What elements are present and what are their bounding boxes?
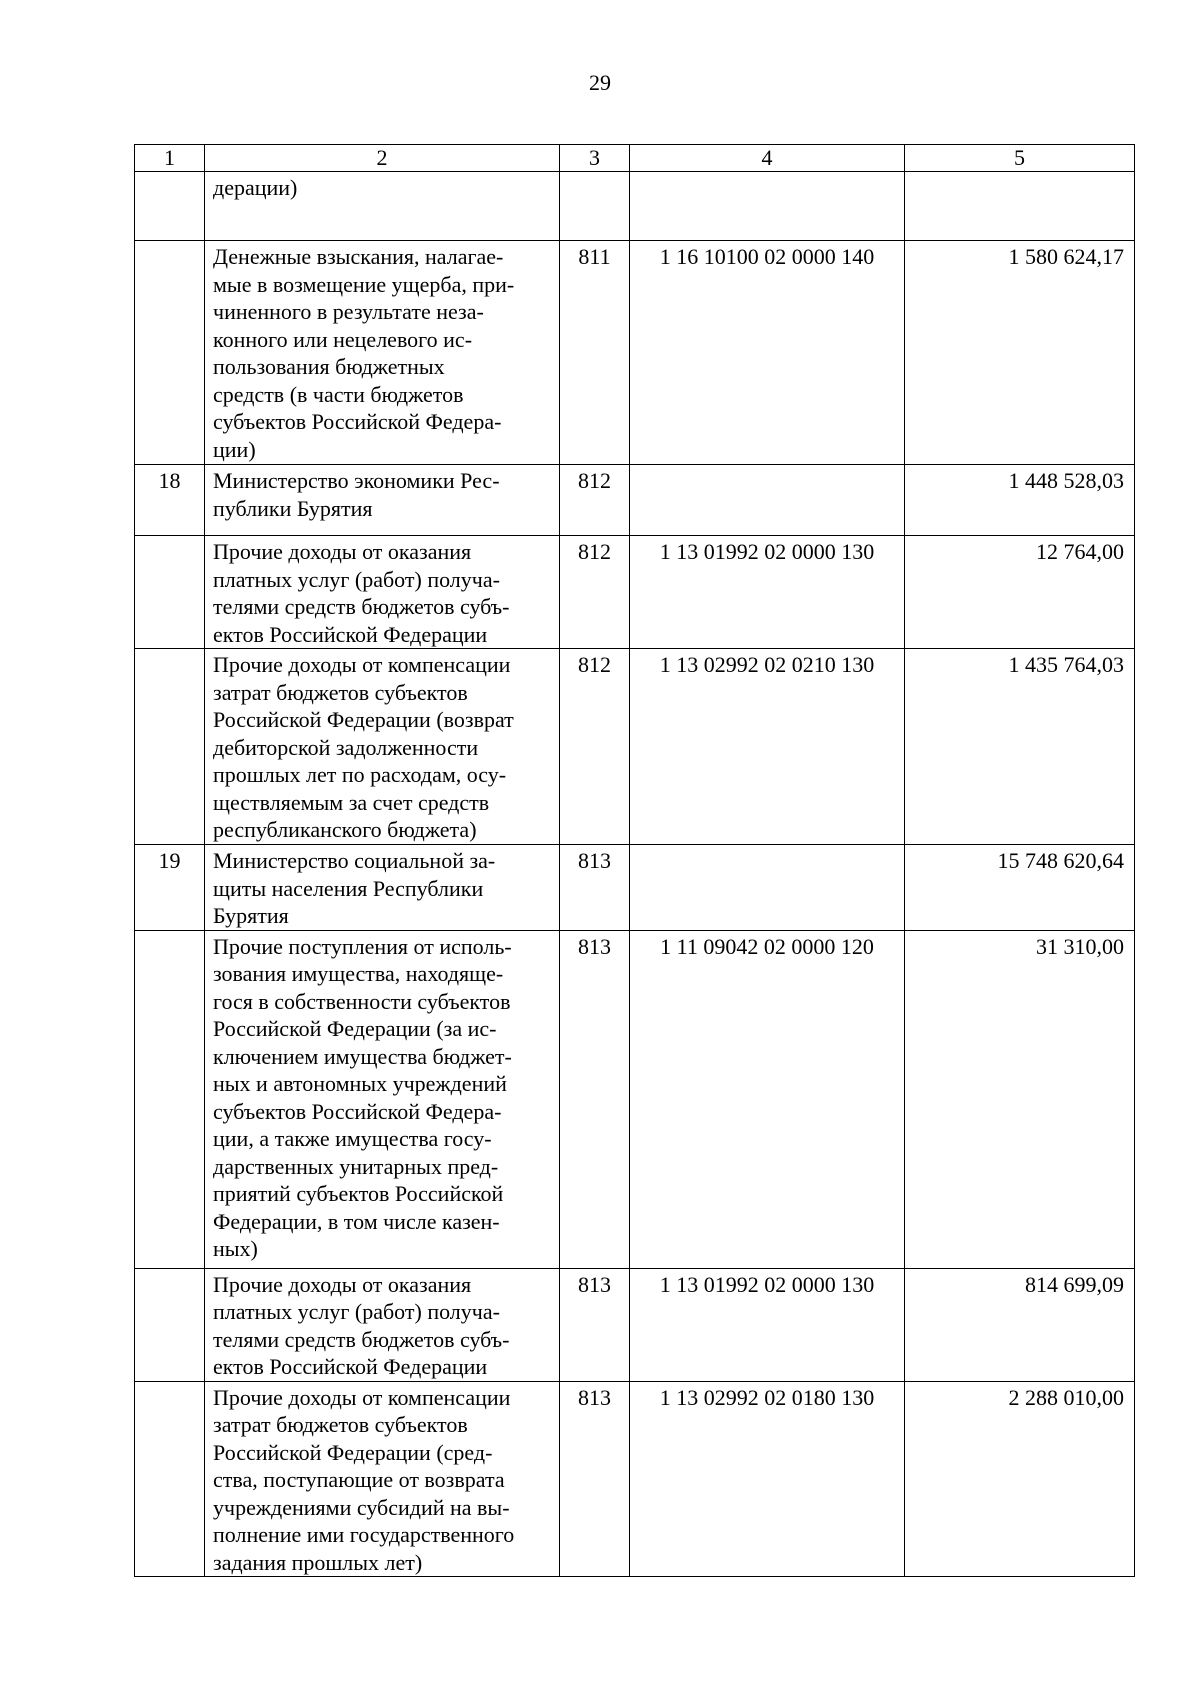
header-cell-1: 1 <box>135 145 205 172</box>
row-number-cell <box>135 649 205 845</box>
row-name-cell: дерации) <box>205 172 560 241</box>
row-number-cell <box>135 1381 205 1577</box>
revenue-table <box>134 144 1135 1577</box>
row-name-cell: Денежные взыскания, налагае- мые в возмещение ущерба, при- чиненного в результате неза- конного или нецелевого ис- пользования бюджетных средств (в части бюджетов субъектов Российской Федера- ции) <box>205 241 560 465</box>
row-name-cell: Министерство экономики Рес- публики Бурятия <box>205 465 560 536</box>
row-admin-code-cell: 812 <box>560 465 630 536</box>
row-amount-cell: 31 310,00 <box>905 930 1135 1268</box>
row-budget-code-cell: 1 13 02992 02 0180 130 <box>630 1381 905 1577</box>
row-number-cell <box>135 930 205 1268</box>
row-admin-code-cell <box>560 172 630 241</box>
row-budget-code-cell: 1 16 10100 02 0000 140 <box>630 241 905 465</box>
table-row <box>135 465 1135 536</box>
row-budget-code-cell <box>630 845 905 931</box>
header-cell-5: 5 <box>905 145 1135 172</box>
row-amount-cell: 814 699,09 <box>905 1268 1135 1381</box>
row-admin-code-cell: 812 <box>560 649 630 845</box>
row-amount-cell: 12 764,00 <box>905 536 1135 649</box>
page-number: 29 <box>589 70 611 95</box>
row-name-cell: Прочие доходы от компенсации затрат бюджетов субъектов Российской Федерации (возврат дебиторской задолженности прошлых лет по расходам, осу- ществляемым за счет средств республиканского бюджета) <box>205 649 560 845</box>
row-number-cell: 18 <box>135 465 205 536</box>
table-row <box>135 649 1135 845</box>
row-amount-cell: 15 748 620,64 <box>905 845 1135 931</box>
row-admin-code-cell: 812 <box>560 536 630 649</box>
row-amount-cell: 1 435 764,03 <box>905 649 1135 845</box>
row-name-cell: Прочие поступления от исполь- зования имущества, находяще- гося в собственности субъектов Российской Федерации (за ис- ключением имущества бюджет- ных и автономных учреждений субъектов Российской Федера- ции, а также имущества госу- дарственных унитарных пред- приятий субъектов Российской Федерации, в том числе казен- ных) <box>205 930 560 1268</box>
row-budget-code-cell: 1 11 09042 02 0000 120 <box>630 930 905 1268</box>
row-admin-code-cell: 813 <box>560 1381 630 1577</box>
row-budget-code-cell: 1 13 01992 02 0000 130 <box>630 1268 905 1381</box>
row-admin-code-cell: 813 <box>560 930 630 1268</box>
row-admin-code-cell: 813 <box>560 845 630 931</box>
table-row <box>135 536 1135 649</box>
row-budget-code-cell <box>630 172 905 241</box>
table-header-row <box>135 145 1135 172</box>
row-budget-code-cell: 1 13 01992 02 0000 130 <box>630 536 905 649</box>
table-row <box>135 1381 1135 1577</box>
row-number-cell <box>135 536 205 649</box>
table-row <box>135 1268 1135 1381</box>
table-row <box>135 172 1135 241</box>
table-row <box>135 930 1135 1268</box>
row-name-cell: Прочие доходы от оказания платных услуг (работ) получа- телями средств бюджетов субъ- ектов Российской Федерации <box>205 536 560 649</box>
row-budget-code-cell <box>630 465 905 536</box>
row-amount-cell: 2 288 010,00 <box>905 1381 1135 1577</box>
row-budget-code-cell: 1 13 02992 02 0210 130 <box>630 649 905 845</box>
row-amount-cell: 1 580 624,17 <box>905 241 1135 465</box>
row-number-cell <box>135 172 205 241</box>
row-admin-code-cell: 811 <box>560 241 630 465</box>
header-cell-3: 3 <box>560 145 630 172</box>
row-amount-cell <box>905 172 1135 241</box>
header-cell-2: 2 <box>205 145 560 172</box>
row-amount-cell: 1 448 528,03 <box>905 465 1135 536</box>
row-name-cell: Прочие доходы от компенсации затрат бюджетов субъектов Российской Федерации (сред- ства, поступающие от возврата учреждениями субсидий на вы- полнение ими государственного задания прошлых лет) <box>205 1381 560 1577</box>
row-number-cell <box>135 241 205 465</box>
row-number-cell: 19 <box>135 845 205 931</box>
header-cell-4: 4 <box>630 145 905 172</box>
table-row <box>135 241 1135 465</box>
row-admin-code-cell: 813 <box>560 1268 630 1381</box>
row-name-cell: Прочие доходы от оказания платных услуг (работ) получа- телями средств бюджетов субъ- ектов Российской Федерации <box>205 1268 560 1381</box>
table-row <box>135 845 1135 931</box>
row-number-cell <box>135 1268 205 1381</box>
row-name-cell: Министерство социальной за- щиты населения Республики Бурятия <box>205 845 560 931</box>
